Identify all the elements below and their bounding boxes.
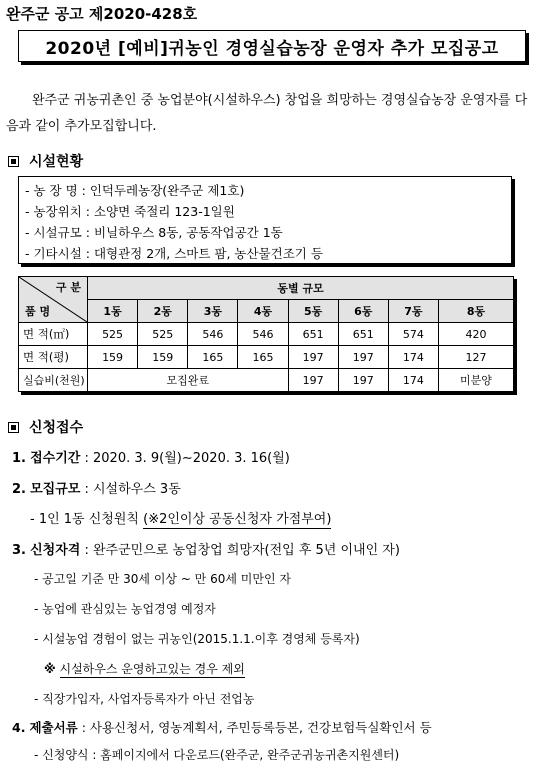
item-label: 모집규모: [30, 482, 81, 497]
section-facility-heading: [8, 151, 83, 171]
square-bullet-icon: [8, 422, 19, 433]
row-label: 면 적(㎡): [19, 323, 88, 346]
column-header: 2동: [138, 300, 188, 323]
eligibility-note: [44, 660, 245, 677]
table-cell: 546: [238, 323, 288, 346]
facility-scale-table: [18, 276, 514, 392]
section-application-heading: [8, 417, 83, 437]
table-cell: 525: [138, 323, 188, 346]
item2-sub-note: (※2인이상 공동신청자 가점부여): [143, 512, 332, 527]
documents-sub-line: - 신청양식 : 홈페이지에서 다운로드(완주군, 완주군귀농귀촌지원센터): [34, 748, 400, 762]
table-column-row: [19, 300, 514, 323]
intro-paragraph: 완주군 귀농귀촌인 중 농업분야(시설하우스) 창업을 희망하는 경영실습농장 운영자를 다음과 같이 추가모집합니다.: [6, 93, 528, 134]
table-cell: 159: [88, 346, 138, 369]
item-number: 1.: [12, 451, 26, 466]
table-cell: 651: [288, 323, 338, 346]
facility-line: - 기타시설 : 대형관정 2개, 스마트 팜, 농산물건조기 등: [25, 246, 323, 261]
page-title-text: 2020년 [예비]귀농인 경영실습농장 운영자 추가 모집공고: [45, 38, 499, 59]
eligibility-line: - 시설농업 경험이 없는 귀농인(2015.1.1.이후 경영체 등록자): [34, 632, 360, 646]
table-cell: 미분양: [438, 369, 513, 392]
table-row: [19, 323, 514, 346]
column-header: 3동: [188, 300, 238, 323]
note-text: 시설하우스 운영하고있는 경우 제외: [59, 662, 245, 676]
column-header: 6동: [338, 300, 388, 323]
item-text: : 사용신청서, 영농계획서, 주민등록등본, 건강보험득실확인서 등: [77, 720, 432, 735]
table-cell: 197: [338, 369, 388, 392]
eligibility-line: - 직장가입자, 사업자등록자가 아닌 전업농: [34, 692, 255, 706]
item-number: 2.: [12, 482, 26, 497]
row-label: 실습비(천원): [19, 369, 88, 392]
table-cell: 197: [288, 346, 338, 369]
item-eligibility: [12, 539, 400, 558]
item-label: 제출서류: [29, 720, 78, 735]
table-cell: 197: [288, 369, 338, 392]
corner-top-label: 구 분: [55, 281, 81, 294]
table-header-row: [19, 277, 514, 300]
table-cell: 574: [388, 323, 438, 346]
group-header: 동별 규모: [88, 277, 514, 300]
table-cell: 174: [388, 346, 438, 369]
item-text: : 시설하우스 3동: [80, 482, 181, 497]
table-cell: 165: [188, 346, 238, 369]
table-cell: 197: [338, 346, 388, 369]
item-number: 4.: [12, 720, 26, 735]
row-label: 면 적(평): [19, 346, 88, 369]
table-cell: 525: [88, 323, 138, 346]
table-cell: 159: [138, 346, 188, 369]
item-text: : 완주군민으로 농업창업 희망자(전입 후 5년 이내인 자): [80, 543, 400, 558]
corner-bottom-label: 품 명: [25, 305, 51, 318]
eligibility-line: - 공고일 기준 만 30세 이상 ~ 만 60세 미만인 자: [34, 572, 291, 586]
table-row: [19, 346, 514, 369]
merged-cell: 모집완료: [88, 369, 289, 392]
table-cell: 165: [238, 346, 288, 369]
page-title: [18, 30, 526, 62]
table-cell: 420: [438, 323, 513, 346]
column-header: 8동: [438, 300, 513, 323]
table-cell: 127: [438, 346, 513, 369]
item-text: : 2020. 3. 9(월)∼2020. 3. 16(월): [80, 451, 290, 466]
facility-line: - 시설규모 : 비닐하우스 8동, 공동작업공간 1동: [25, 225, 283, 240]
item-documents: [12, 718, 432, 736]
item2-sub-line: [30, 508, 331, 527]
column-header: 7동: [388, 300, 438, 323]
table-cell: 651: [338, 323, 388, 346]
column-header: 5동: [288, 300, 338, 323]
column-header: 4동: [238, 300, 288, 323]
facility-line: - 농 장 명 : 인덕두레농장(완주군 제1호): [25, 183, 245, 198]
table-row: [19, 369, 514, 392]
item-application-period: [12, 447, 290, 466]
facility-line: - 농장위치 : 소양면 죽절리 123-1일원: [25, 204, 235, 219]
item-recruit-scale: [12, 478, 181, 497]
notice-number: 완주군 공고 제2020-428호: [6, 5, 198, 23]
facility-info-box: [18, 176, 512, 264]
section-application-title: 신청접수: [29, 420, 84, 436]
item-label: 접수기간: [30, 451, 81, 466]
table-cell: 174: [388, 369, 438, 392]
column-header: 1동: [88, 300, 138, 323]
item-label: 신청자격: [30, 543, 81, 558]
table-cell: 546: [188, 323, 238, 346]
item-number: 3.: [12, 543, 26, 558]
eligibility-line: - 농업에 관심있는 농업경영 예정자: [34, 602, 216, 616]
note-mark: ※: [44, 662, 56, 676]
section-facility-title: 시설현황: [29, 154, 84, 170]
table-corner-cell: [19, 277, 88, 323]
item2-sub-prefix: - 1인 1동 신청원칙: [30, 512, 144, 527]
square-bullet-icon: [8, 156, 19, 167]
